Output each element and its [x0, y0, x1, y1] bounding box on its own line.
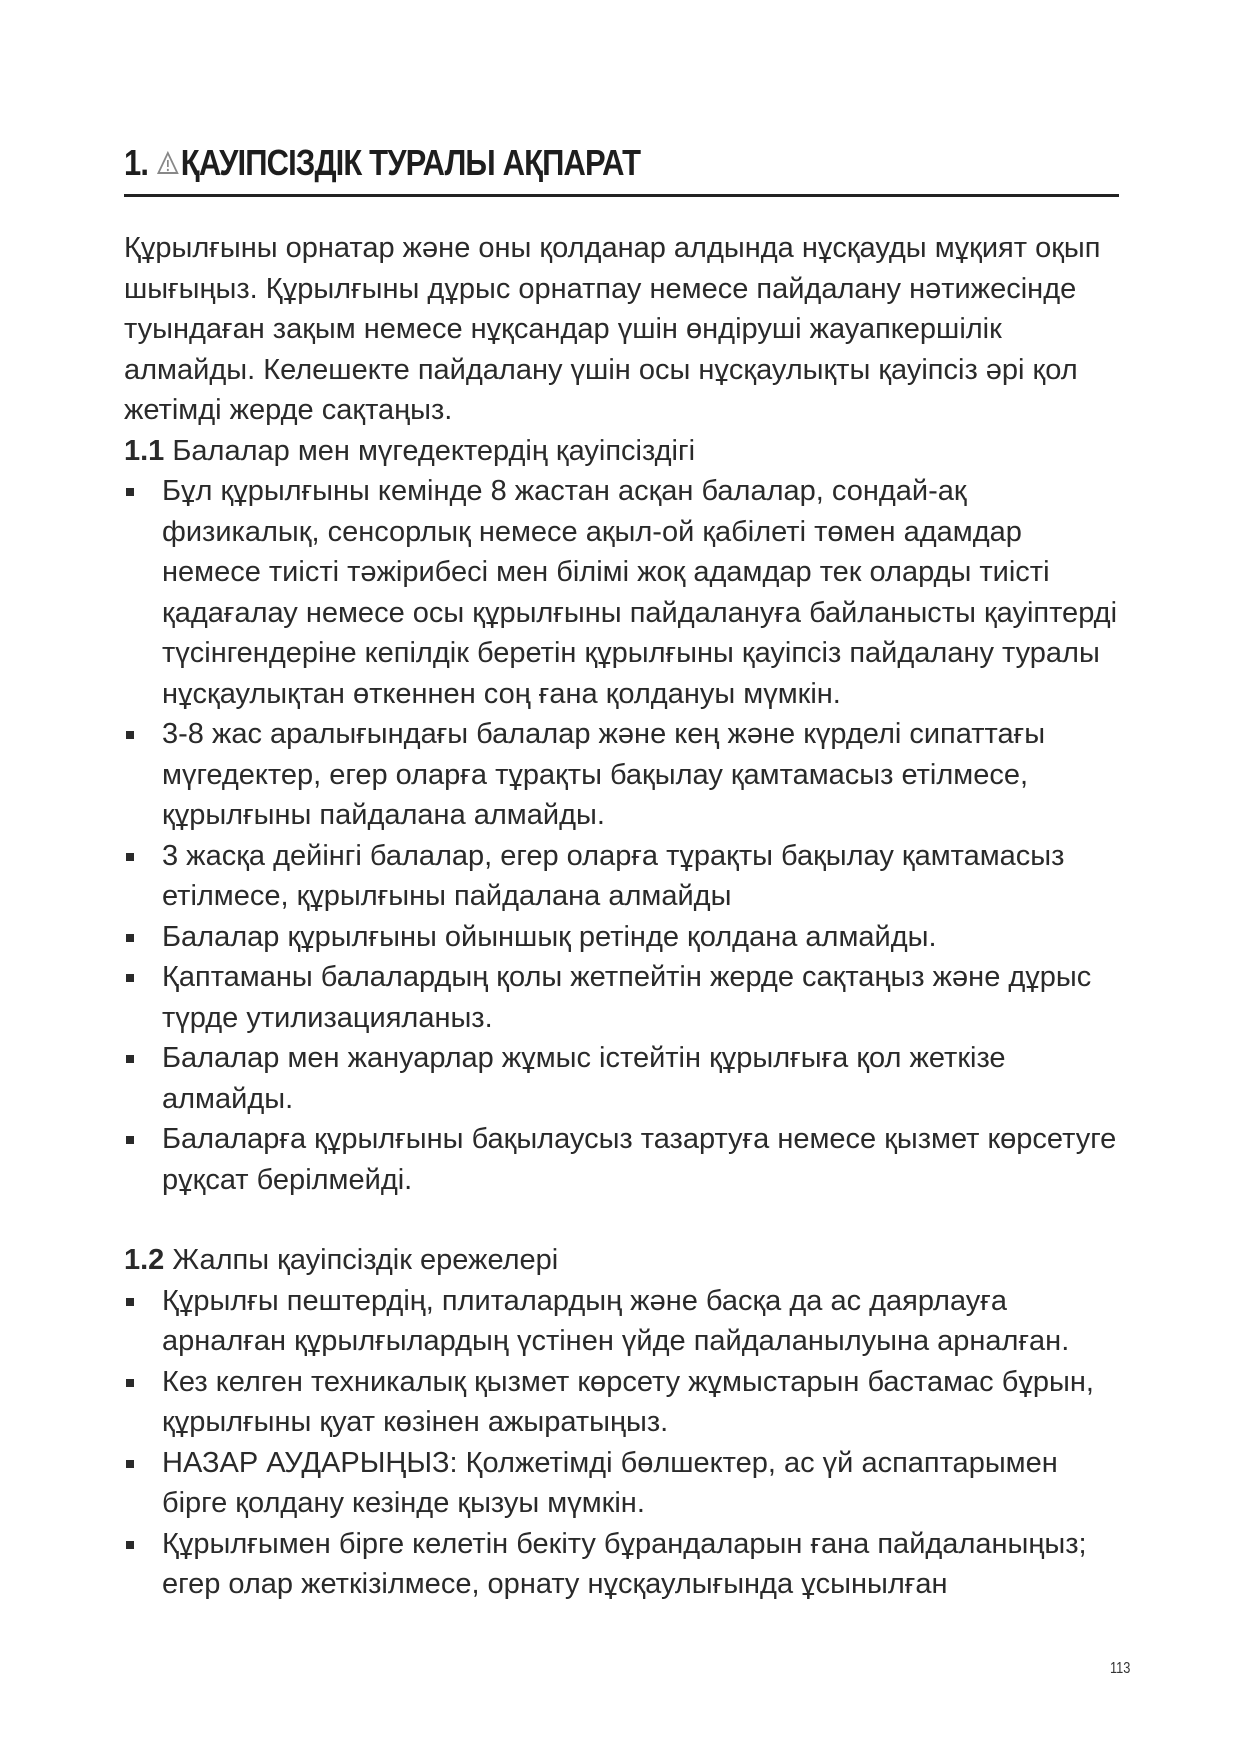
subsection-number: 1.2: [124, 1244, 165, 1276]
bullet-icon: [126, 1055, 134, 1063]
list-item: НАЗАР АУДАРЫҢЫЗ: Қолжетімді бөлшектер, ас үй аспаптарымен бірге қолдану кезінде қызуы мүмкін.: [124, 1443, 1124, 1524]
document-body: [124, 228, 1124, 1605]
list-item: Балалар құрылғыны ойыншық ретінде қолдана алмайды.: [124, 917, 1124, 958]
bullet-icon: [126, 1541, 134, 1549]
list-item: Құрылғымен бірге келетін бекіту бұрандаларын ғана пайдаланыңыз; егер олар жеткізілмесе, орнату нұсқаулығында ұсынылған: [124, 1524, 1124, 1605]
subsection-title: Жалпы қауіпсіздік ережелері: [164, 1244, 559, 1276]
list-item: Балаларға құрылғыны бақылаусыз тазартуға немесе қызмет көрсетуге рұқсат берілмейді.: [124, 1119, 1124, 1200]
heading-number: 1.: [124, 142, 149, 183]
list-item: Құрылғы пештердің, плиталардың және басқа да ас даярлауға арналған құрылғылардың үстінен үйде пайдаланылуына арналған.: [124, 1281, 1124, 1362]
bullet-icon: [126, 731, 134, 739]
intro-paragraph: Құрылғыны орнатар және оны қолданар алдында нұсқауды мұқият оқып шығыңыз. Құрылғыны дұрыс орнатпау немесе пайдалану нәтижесінде туындаған зақым немесе нұқсандар үшін өндіруші жауапкершілік алмайды. Келешекте пайдалану үшін осы нұсқаулықты қауіпсіз әрі қол жетімді жерде сақтаңыз.: [124, 232, 1101, 426]
bullet-icon: [126, 934, 134, 942]
section-heading: [124, 142, 640, 184]
subsection-heading-1-1: [124, 431, 1124, 472]
list-item: Балалар мен жануарлар жұмыс істейтін құрылғыға қол жеткізе алмайды.: [124, 1038, 1124, 1119]
warning-icon: [157, 150, 179, 176]
list-item: Бұл құрылғыны кемінде 8 жастан асқан балалар, сондай-ақ физикалық, сенсорлық немесе ақыл-ой қабілеті төмен адамдар немесе тиісті тәжірибесі мен білімі жоқ адамдар тек оларды тиісті қадағалау немесе осы құрылғыны пайдалануға байланысты қауіптерді түсінгендеріне кепілдік беретін құрылғыны қауіпсіз пайдалану туралы нұсқаулықтан өткеннен соң ғана қолдануы мүмкін.: [124, 471, 1124, 714]
heading-divider: [124, 194, 1119, 197]
bullet-list-1-2: [124, 1281, 1124, 1605]
subsection-number: 1.1: [124, 434, 165, 467]
bullet-icon: [126, 1460, 134, 1468]
bullet-list-1-1: [124, 471, 1124, 1200]
section-spacer: [124, 1200, 1124, 1240]
subsection-heading-1-2: [124, 1240, 1124, 1281]
list-item: Кез келген техникалық қызмет көрсету жұмыстарын бастамас бұрын, құрылғыны қуат көзінен ажыратыңыз.: [124, 1362, 1124, 1443]
bullet-icon: [126, 1298, 134, 1306]
bullet-icon: [126, 853, 134, 861]
heading-title: ҚАУІПСІЗДІК ТУРАЛЫ АҚПАРАТ: [180, 142, 641, 183]
subsection-title: Балалар мен мүгедектердің қауіпсіздігі: [164, 434, 696, 467]
bullet-icon: [126, 974, 134, 982]
page-number: 113: [1110, 1660, 1131, 1677]
list-item: 3 жасқа дейінгі балалар, егер оларға тұрақты бақылау қамтамасыз етілмесе, құрылғыны пайдалана алмайды: [124, 836, 1124, 917]
bullet-icon: [126, 1379, 134, 1387]
list-item: Қаптаманы балалардың қолы жетпейтін жерде сақтаңыз және дұрыс түрде утилизацияланыз.: [124, 957, 1124, 1038]
list-item: 3-8 жас аралығындағы балалар және кең және күрделі сипаттағы мүгедектер, егер оларға тұрақты бақылау қамтамасыз етілмесе, құрылғыны пайдалана алмайды.: [124, 714, 1124, 836]
bullet-icon: [126, 488, 134, 496]
bullet-icon: [126, 1136, 134, 1144]
